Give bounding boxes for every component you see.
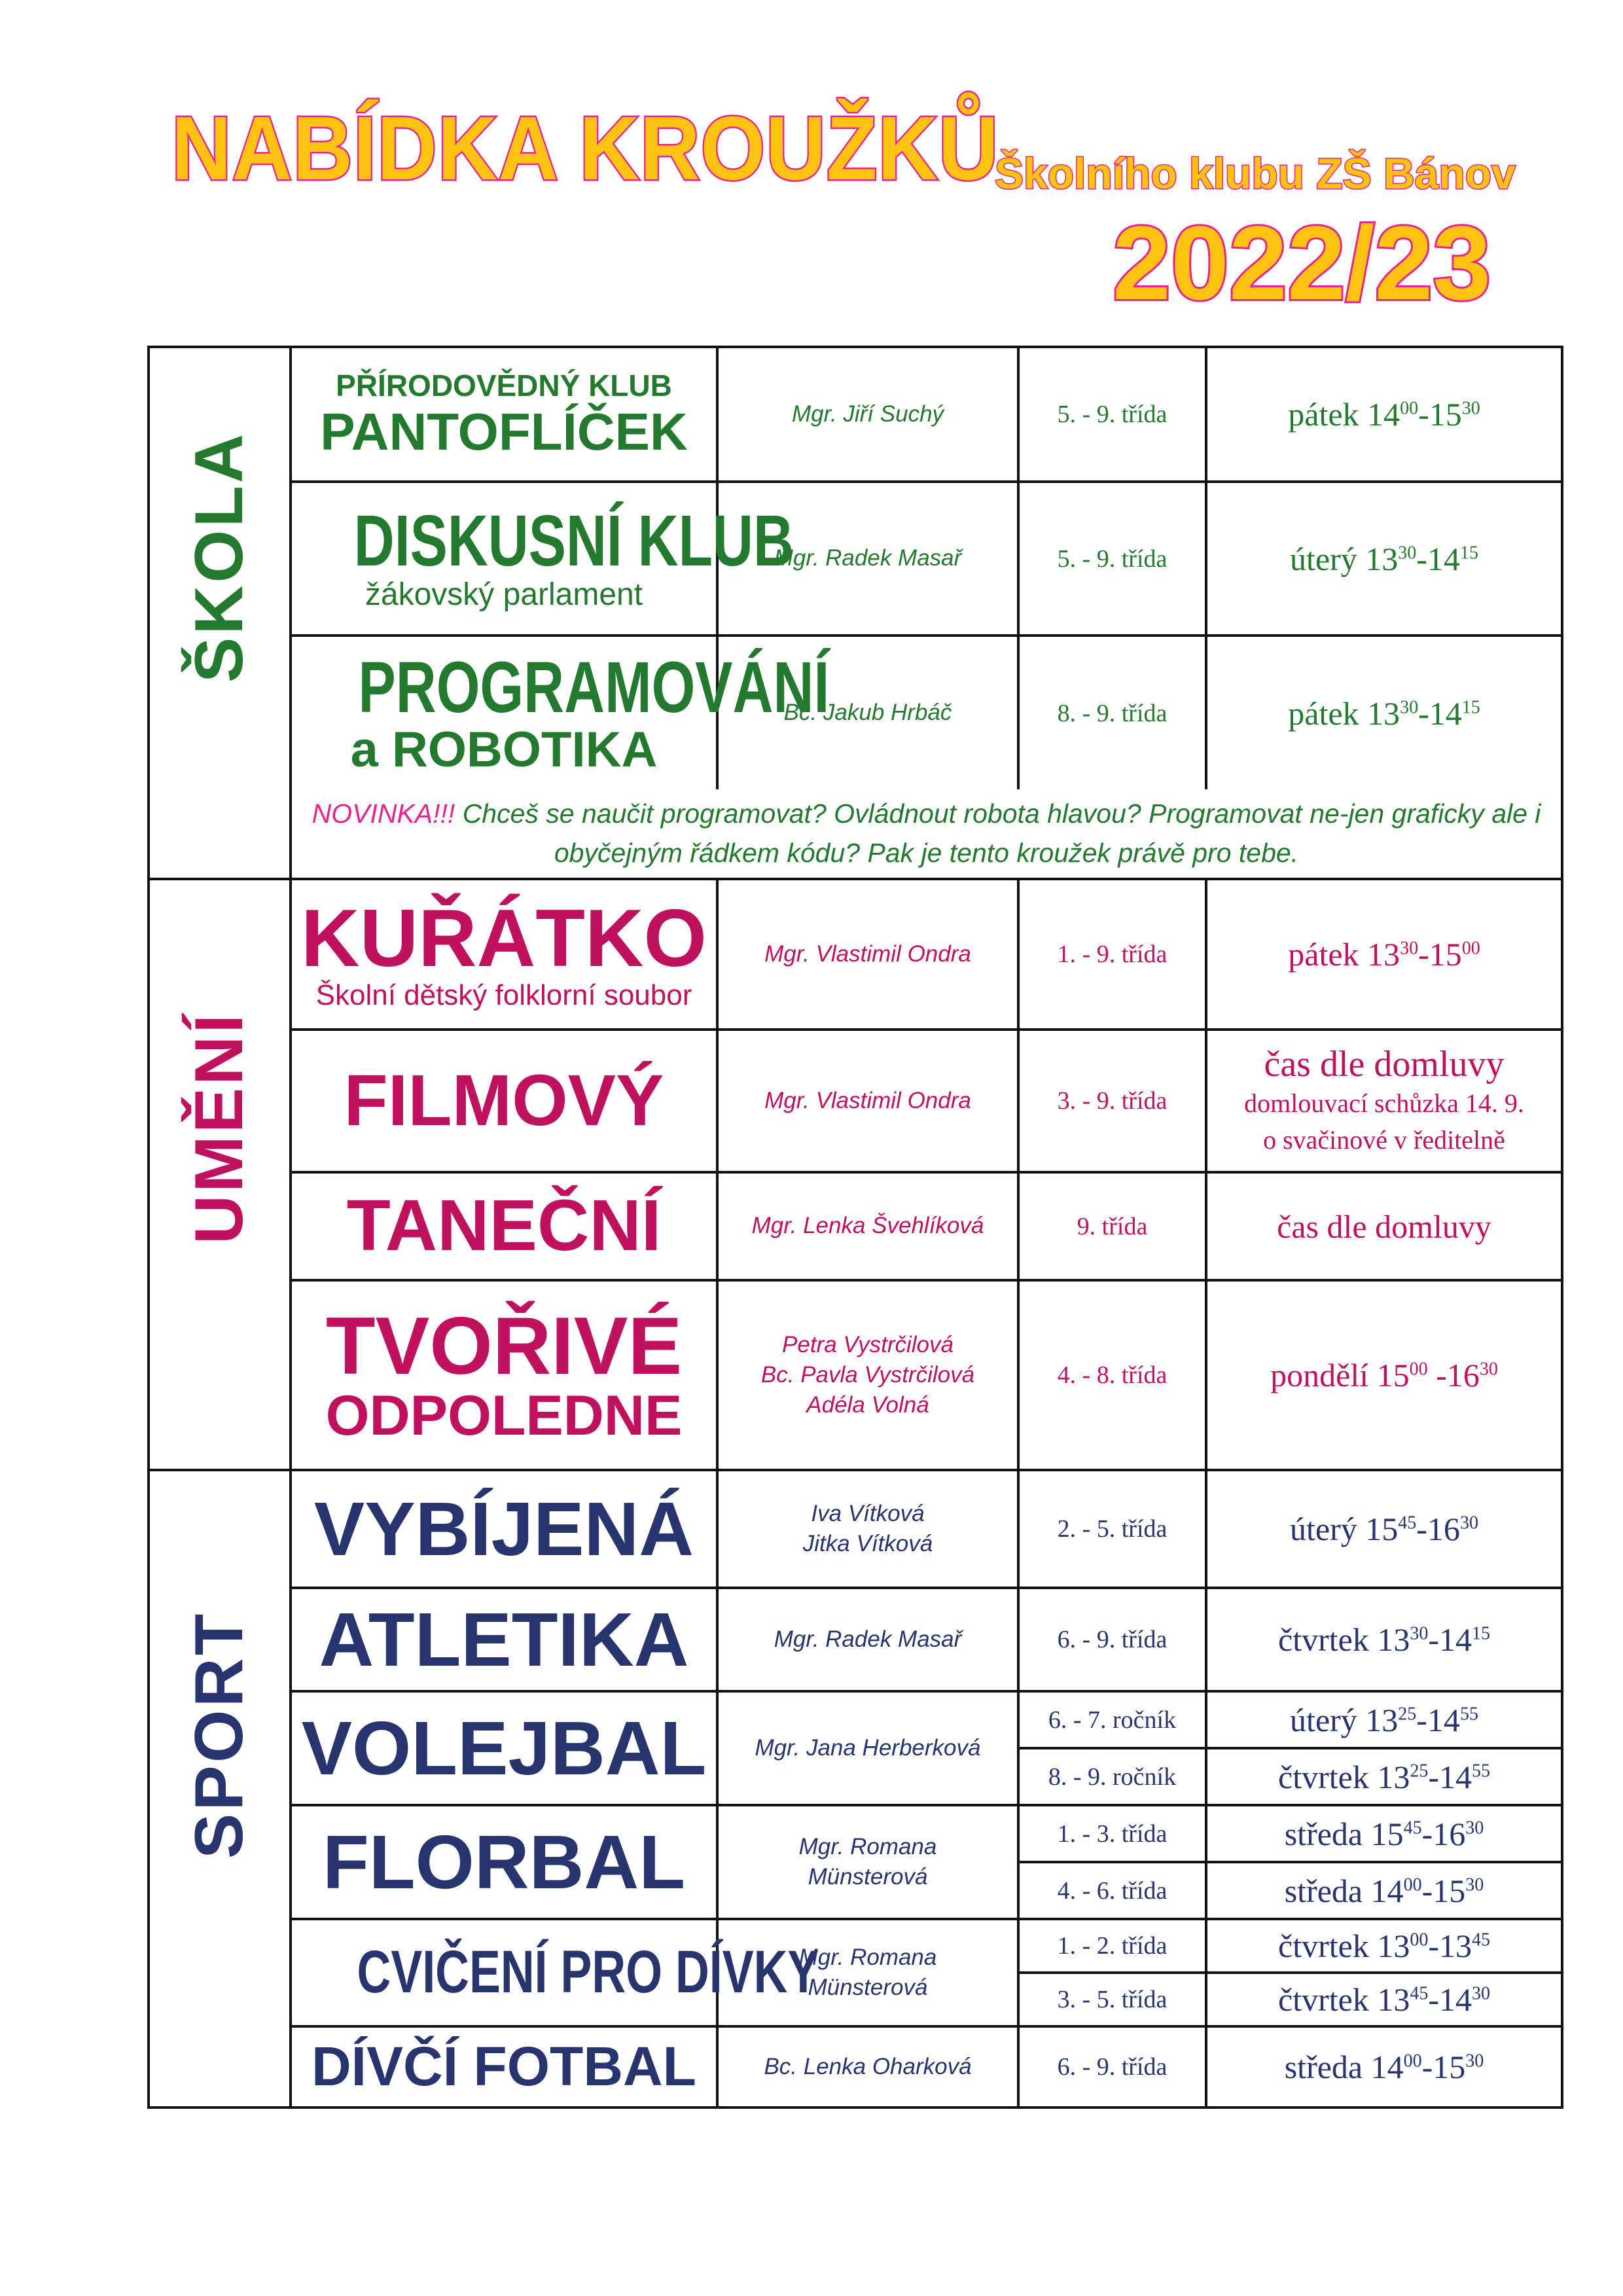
club-name-main: DÍVČÍ FOTBAL — [312, 2036, 696, 2098]
page-title: NABÍDKA KROUŽKŮ — [171, 98, 999, 199]
club-name — [291, 1030, 717, 1172]
club-name — [291, 482, 794, 636]
table-row — [149, 879, 1562, 1030]
club-leader: Mgr. Radek Masař — [717, 1588, 1018, 1691]
club-time: čtvrtek $13^{25}-14^{55}$ — [1206, 1748, 1562, 1805]
club-name-main: FLORBAL — [322, 1819, 686, 1905]
leader-line: Bc. Pavla Vystrčilová — [760, 1361, 975, 1388]
club-time: čtvrtek $13^{45}-14^{30}$ — [1206, 1973, 1562, 2026]
club-grade: 9. třída — [1018, 1172, 1206, 1280]
novinka-note — [291, 789, 1562, 879]
category-sport — [149, 1470, 291, 2108]
table-row — [149, 1470, 1562, 1588]
club-time: úterý $13^{25}-14^{55}$ — [1206, 1691, 1562, 1748]
time-line: o svačinové v ředitelně — [1263, 1125, 1505, 1155]
club-name-main: VOLEJBAL — [301, 1705, 707, 1791]
club-time: úterý $15^{45}-16^{30}$ — [1206, 1470, 1562, 1588]
club-name-sub: žákovský parlament — [365, 577, 643, 613]
club-grade: 3. - 5. třída — [1018, 1973, 1206, 2026]
club-name-sub: Školní dětský folklorní soubor — [315, 979, 692, 1012]
club-grade: 1. - 2. třída — [1018, 1919, 1206, 1973]
club-grade: 6. - 7. ročník — [1018, 1691, 1206, 1748]
club-name-second: a ROBOTIKA — [350, 721, 658, 778]
club-time: čas dle domluvy — [1206, 1172, 1562, 1280]
category-skola — [149, 347, 291, 879]
club-time: pátek $13^{30}-14^{15}$ — [1206, 636, 1562, 789]
club-name-main: VYBÍJENÁ — [313, 1486, 694, 1571]
club-time: pondělí $15^{00}$ $-16^{30}$ — [1206, 1280, 1562, 1470]
table-row — [149, 347, 1562, 482]
time-line: domlouvací schůzka 14. 9. — [1244, 1088, 1524, 1119]
club-grade: 1. - 9. třída — [1018, 879, 1206, 1030]
club-name — [291, 1470, 717, 1588]
club-leader: Bc. Lenka Oharková — [717, 2026, 1018, 2108]
club-name-main: DISKUSNÍ KLUB — [353, 501, 794, 581]
category-label: ŠKOLA — [181, 431, 257, 683]
club-leader: Mgr. Jana Herberková — [717, 1691, 1018, 1805]
club-name — [291, 1691, 717, 1805]
leader-line: Mgr. Romana — [798, 1944, 937, 1970]
table-row — [149, 1280, 1562, 1470]
club-name — [291, 879, 717, 1030]
table-row — [149, 789, 1562, 879]
leader-line: Münsterová — [808, 1975, 928, 2000]
club-time: pátek $13^{30}-15^{00}$ — [1206, 879, 1562, 1030]
club-name — [291, 1919, 819, 2026]
clubs-table — [147, 346, 1563, 2109]
table-row — [149, 1805, 1562, 1862]
club-name — [291, 1588, 717, 1691]
club-name — [291, 347, 717, 482]
club-name-main: TVOŘIVÉ — [325, 1300, 683, 1391]
leader-line: Petra Vystrčilová — [782, 1331, 954, 1357]
table-row — [149, 636, 1562, 789]
club-leader: Mgr. Vlastimil Ondra — [717, 1030, 1018, 1172]
leader-line: Iva Vítková — [811, 1500, 925, 1526]
table-row — [149, 1691, 1562, 1748]
club-time: středa $14^{00}-15^{30}$ — [1206, 1862, 1562, 1919]
school-year: 2022/23 — [1113, 204, 1491, 321]
club-leader — [717, 1805, 1018, 1919]
club-time — [1206, 1030, 1562, 1172]
club-time: čtvrtek $13^{30}-14^{15}$ — [1206, 1588, 1562, 1691]
club-name-main: KUŘÁTKO — [301, 893, 707, 984]
club-leader: Mgr. Jiří Suchý — [717, 347, 1018, 482]
club-name — [291, 1172, 717, 1280]
club-leader: Mgr. Lenka Švehlíková — [717, 1172, 1018, 1280]
leader-line: Adéla Volná — [806, 1392, 929, 1418]
club-name — [291, 1805, 717, 1919]
club-grade: 4. - 8. třída — [1018, 1280, 1206, 1470]
category-label: UMĚNÍ — [181, 1011, 257, 1244]
club-name-main: ATLETIKA — [319, 1596, 689, 1682]
club-name — [291, 2026, 717, 2108]
time-line: čas dle domluvy — [1264, 1043, 1505, 1085]
club-name-main: FILMOVÝ — [344, 1060, 664, 1141]
club-time: středa $15^{45}-16^{30}$ — [1206, 1805, 1562, 1862]
club-grade: 5. - 9. třída — [1018, 482, 1206, 636]
club-leader — [717, 1470, 1018, 1588]
club-name-main: PANTOFLÍČEK — [320, 402, 688, 461]
club-name — [291, 1280, 717, 1470]
table-row — [149, 2026, 1562, 2108]
club-leader — [717, 1280, 1018, 1470]
club-leader: Mgr. Radek Masař — [717, 482, 1018, 636]
club-grade: 8. - 9. ročník — [1018, 1748, 1206, 1805]
club-leader: Mgr. Vlastimil Ondra — [717, 879, 1018, 1030]
page-subtitle: Školního klubu ZŠ Bánov — [995, 149, 1516, 198]
club-name-main: CVIČENÍ PRO DÍVKY — [357, 1939, 819, 2006]
table-row — [149, 1172, 1562, 1280]
club-grade: 6. - 9. třída — [1018, 2026, 1206, 2108]
table-row — [149, 482, 1562, 636]
club-grade: 5. - 9. třída — [1018, 347, 1206, 482]
category-umeni — [149, 879, 291, 1470]
club-grade: 8. - 9. třída — [1018, 636, 1206, 789]
club-name-small: PŘÍRODOVĚDNÝ KLUB — [336, 368, 672, 403]
club-name — [291, 636, 830, 789]
club-name-main: PROGRAMOVÁNÍ — [358, 647, 830, 728]
club-time: čtvrtek $13^{00}-13^{45}$ — [1206, 1919, 1562, 1973]
club-grade: 3. - 9. třída — [1018, 1030, 1206, 1172]
category-label: SPORT — [181, 1611, 257, 1859]
novinka-label: NOVINKA!!! — [312, 798, 455, 829]
club-leader: Bc. Jakub Hrbáč — [717, 636, 1018, 789]
club-name-main: TANEČNÍ — [346, 1185, 662, 1266]
table-row — [149, 1588, 1562, 1691]
table-row — [149, 1919, 1562, 1973]
club-time: středa $14^{00}-15^{30}$ — [1206, 2026, 1562, 2108]
club-grade: 1. - 3. třída — [1018, 1805, 1206, 1862]
leader-line: Mgr. Romana — [798, 1833, 937, 1859]
club-grade: 2. - 5. třída — [1018, 1470, 1206, 1588]
club-time: úterý $13^{30}-14^{15}$ — [1206, 482, 1562, 636]
club-grade: 4. - 6. třída — [1018, 1862, 1206, 1919]
leader-line: Jitka Vítková — [802, 1531, 933, 1556]
table-row — [149, 1030, 1562, 1172]
novinka-text: Chceš se naučit programovat? Ovládnout robota hlavou? Programovat ne-jen graficky ale i obyčejným řádkem kódu? Pak je tento kroužek právě pro tebe. — [455, 798, 1541, 868]
leader-line: Münsterová — [808, 1864, 928, 1890]
club-time: pátek $14^{00}-15^{30}$ — [1206, 347, 1562, 482]
club-grade: 6. - 9. třída — [1018, 1588, 1206, 1691]
club-name-second: ODPOLEDNE — [325, 1384, 683, 1448]
